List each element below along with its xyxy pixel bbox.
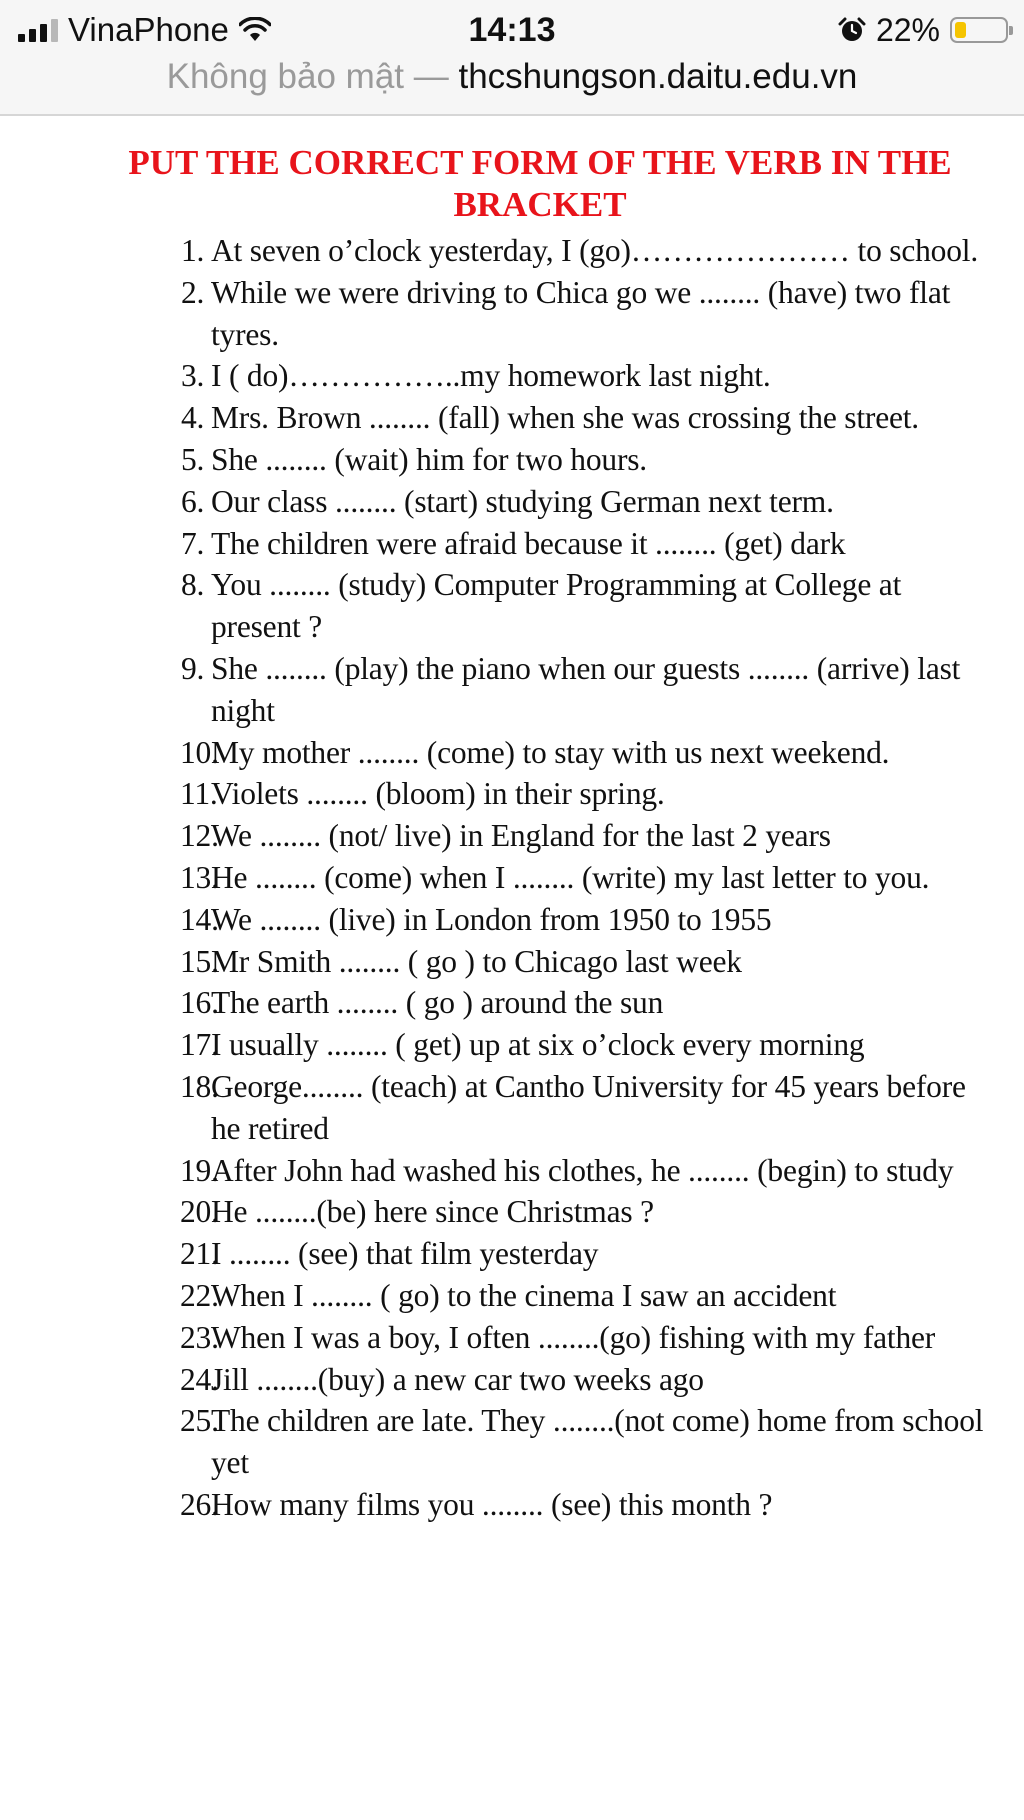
exercise-number: 5. (181, 441, 205, 477)
exercise-text: I ( do)……………..my homework last night. (211, 358, 771, 394)
exercise-item (0, 1024, 991, 1066)
exercise-number: 15. (180, 943, 219, 979)
exercise-number: 4. (181, 400, 205, 436)
exercise-item (0, 815, 991, 857)
exercise-item (0, 1317, 991, 1359)
exercise-item (0, 648, 991, 732)
exercise-number: 10. (180, 734, 219, 770)
exercise-number: 16. (180, 985, 219, 1021)
battery-level-fill (955, 22, 966, 38)
carrier-name: VinaPhone (68, 11, 229, 48)
url-domain: thcshungson.daitu.edu.vn (458, 57, 858, 96)
exercise-text: I ........ (see) that film yesterday (211, 1236, 599, 1272)
exercise-text: He ........(be) here since Christmas ? (211, 1194, 654, 1230)
exercise-text: Mr Smith ........ ( go ) to Chicago last week (211, 943, 742, 979)
exercise-number: 2. (181, 274, 205, 310)
exercise-text: The children were afraid because it ........ (get) dark (211, 525, 846, 561)
exercise-number: 6. (181, 483, 205, 519)
battery-icon (950, 17, 1008, 43)
alarm-clock-icon (838, 16, 866, 44)
exercise-text: I usually ........ ( get) up at six o’clock every morning (211, 1027, 865, 1063)
exercise-item (0, 1484, 991, 1526)
exercise-number: 3. (181, 358, 205, 394)
exercise-number: 11. (180, 776, 218, 812)
security-label: Không bảo mật — (166, 57, 449, 96)
exercise-item (0, 355, 991, 397)
document-page (0, 114, 1024, 1820)
exercise-item (0, 564, 991, 648)
exercise-number: 7. (181, 525, 205, 561)
exercise-text: The earth ........ ( go ) around the sun (211, 985, 664, 1021)
exercise-text: She ........ (play) the piano when our guests ........ (arrive) last night (211, 650, 961, 728)
exercise-text: While we were driving to Chica go we ........ (have) two flat tyres. (211, 274, 951, 352)
exercise-text: Violets ........ (bloom) in their spring. (211, 776, 665, 812)
exercise-number: 26. (180, 1486, 219, 1522)
exercise-item (0, 857, 991, 899)
exercise-text: When I was a boy, I often ........(go) fishing with my father (211, 1319, 936, 1355)
exercise-text: You ........ (study) Computer Programming at College at present ? (211, 567, 902, 645)
exercise-text: Mrs. Brown ........ (fall) when she was crossing the street. (211, 400, 919, 436)
exercise-number: 12. (180, 818, 219, 854)
exercise-item (0, 1400, 991, 1484)
exercise-item (0, 1066, 991, 1150)
exercise-list (0, 230, 1024, 1526)
exercise-number: 24. (180, 1361, 219, 1397)
exercise-number: 21. (180, 1236, 219, 1272)
exercise-text: Jill ........(buy) a new car two weeks ago (211, 1361, 704, 1397)
exercise-text: George........ (teach) at Cantho University for 45 years before he retired (211, 1068, 966, 1146)
exercise-item (0, 1150, 991, 1192)
status-right-cluster (838, 8, 1008, 52)
exercise-item (0, 982, 991, 1024)
exercise-number: 1. (181, 233, 205, 268)
exercise-item (0, 1191, 991, 1233)
exercise-number: 14. (180, 901, 219, 937)
browser-top-bar (0, 0, 1024, 116)
status-time: 14:13 (468, 11, 556, 49)
exercise-item (0, 230, 991, 272)
exercise-title: PUT THE CORRECT FORM OF THE VERB IN THE BRACKET (128, 143, 952, 224)
exercise-text: At seven o’clock yesterday, I (go)………………… to school. (211, 233, 979, 268)
exercise-text: We ........ (not/ live) in England for the last 2 years (211, 818, 831, 854)
exercise-item (0, 523, 991, 565)
address-bar[interactable] (0, 52, 1024, 102)
status-bar (0, 8, 1024, 52)
exercise-item (0, 941, 991, 983)
exercise-number: 17. (180, 1027, 219, 1063)
exercise-text: The children are late. They ........(not come) home from school yet (211, 1403, 984, 1481)
battery-percent: 22% (875, 11, 940, 48)
exercise-number: 13. (180, 859, 219, 895)
exercise-item (0, 272, 991, 356)
exercise-text: My mother ........ (come) to stay with us next weekend. (211, 734, 890, 770)
exercise-number: 25. (180, 1403, 219, 1439)
exercise-item (0, 1233, 991, 1275)
exercise-item (0, 481, 991, 523)
exercise-text: Our class ........ (start) studying German next term. (211, 483, 834, 519)
exercise-text: How many films you ........ (see) this month ? (211, 1486, 773, 1522)
exercise-item (0, 1275, 991, 1317)
exercise-text: We ........ (live) in London from 1950 to 1955 (211, 901, 772, 937)
exercise-item (0, 732, 991, 774)
exercise-item (0, 1359, 991, 1401)
exercise-number: 18. (180, 1068, 219, 1104)
exercise-item (0, 439, 991, 481)
exercise-item (0, 773, 991, 815)
exercise-text: She ........ (wait) him for two hours. (211, 441, 647, 477)
exercise-item (0, 397, 991, 439)
exercise-number: 9. (181, 650, 205, 686)
exercise-item (0, 899, 991, 941)
exercise-number: 19. (180, 1152, 219, 1188)
exercise-number: 22. (180, 1277, 219, 1313)
exercise-number: 8. (181, 567, 205, 603)
exercise-text: When I ........ ( go) to the cinema I saw an accident (211, 1277, 837, 1313)
exercise-text: He ........ (come) when I ........ (write) my last letter to you. (211, 859, 930, 895)
exercise-text: After John had washed his clothes, he ........ (begin) to study (211, 1152, 954, 1188)
exercise-number: 23. (180, 1319, 219, 1355)
exercise-number: 20. (180, 1194, 219, 1230)
